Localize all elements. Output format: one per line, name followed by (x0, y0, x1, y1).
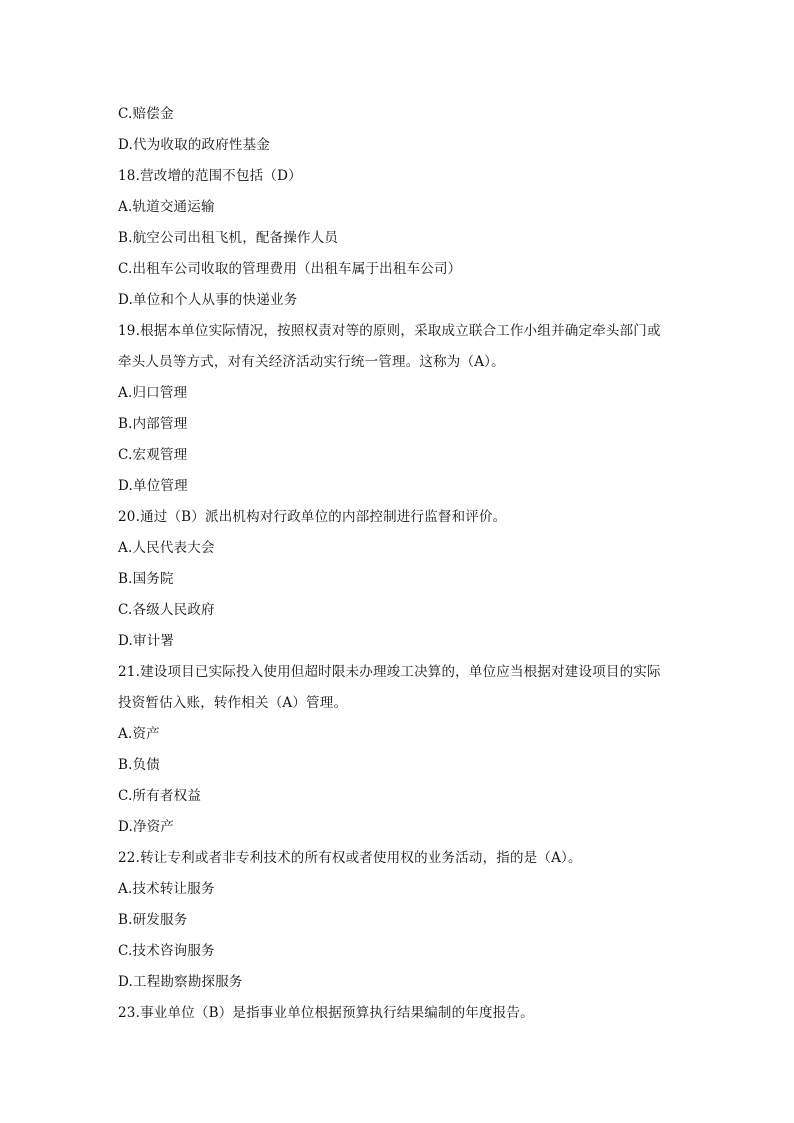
option-line: D.单位和个人从事的快递业务 (118, 292, 298, 308)
question-line: 22.转让专利或者非专利技术的所有权或者使用权的业务活动，指的是（A）。 (118, 850, 582, 866)
option-line: D.代为收取的政府性基金 (118, 137, 271, 153)
option-line: A.技术转让服务 (118, 881, 215, 897)
question-line: 21.建设项目已实际投入使用但超时限未办理竣工决算的，单位应当根据对建设项目的实际 (118, 664, 661, 680)
option-line: B.研发服务 (118, 912, 188, 928)
option-line: B.国务院 (118, 571, 174, 587)
question-line-continued: 投资暂估入账，转作相关（A）管理。 (118, 695, 348, 711)
option-line: D.净资产 (118, 819, 175, 835)
option-line: D.单位管理 (118, 478, 188, 494)
option-line: B.内部管理 (118, 416, 188, 432)
option-line: D.工程勘察勘探服务 (118, 974, 243, 990)
question-line: 18.营改增的范围不包括（D） (118, 168, 302, 184)
option-line: C.宏观管理 (118, 447, 188, 463)
option-line: D.审计署 (118, 633, 175, 649)
question-line: 20.通过（B）派出机构对行政单位的内部控制进行监督和评价。 (118, 509, 507, 525)
option-line: C.所有者权益 (118, 788, 202, 804)
option-line: B.负债 (118, 757, 161, 773)
option-line: C.赔偿金 (118, 106, 174, 122)
option-line: C.技术咨询服务 (118, 943, 215, 959)
option-line: C.出租车公司收取的管理费用（出租车属于出租车公司） (118, 261, 462, 277)
option-line: A.人民代表大会 (118, 540, 215, 556)
option-line: A.归口管理 (118, 385, 188, 401)
question-line-continued: 牵头人员等方式，对有关经济活动实行统一管理。这称为（A）。 (118, 354, 505, 370)
option-line: A.资产 (118, 726, 160, 742)
option-line: C.各级人民政府 (118, 602, 215, 618)
option-line: B.航空公司出租飞机，配备操作人员 (118, 230, 339, 246)
question-line: 19.根据本单位实际情况，按照权责对等的原则，采取成立联合工作小组并确定牵头部门或 (118, 323, 661, 339)
question-line: 23.事业单位（B）是指事业单位根据预算执行结果编制的年度报告。 (118, 1005, 534, 1021)
option-line: A.轨道交通运输 (118, 199, 215, 215)
document-page (118, 101, 688, 1031)
